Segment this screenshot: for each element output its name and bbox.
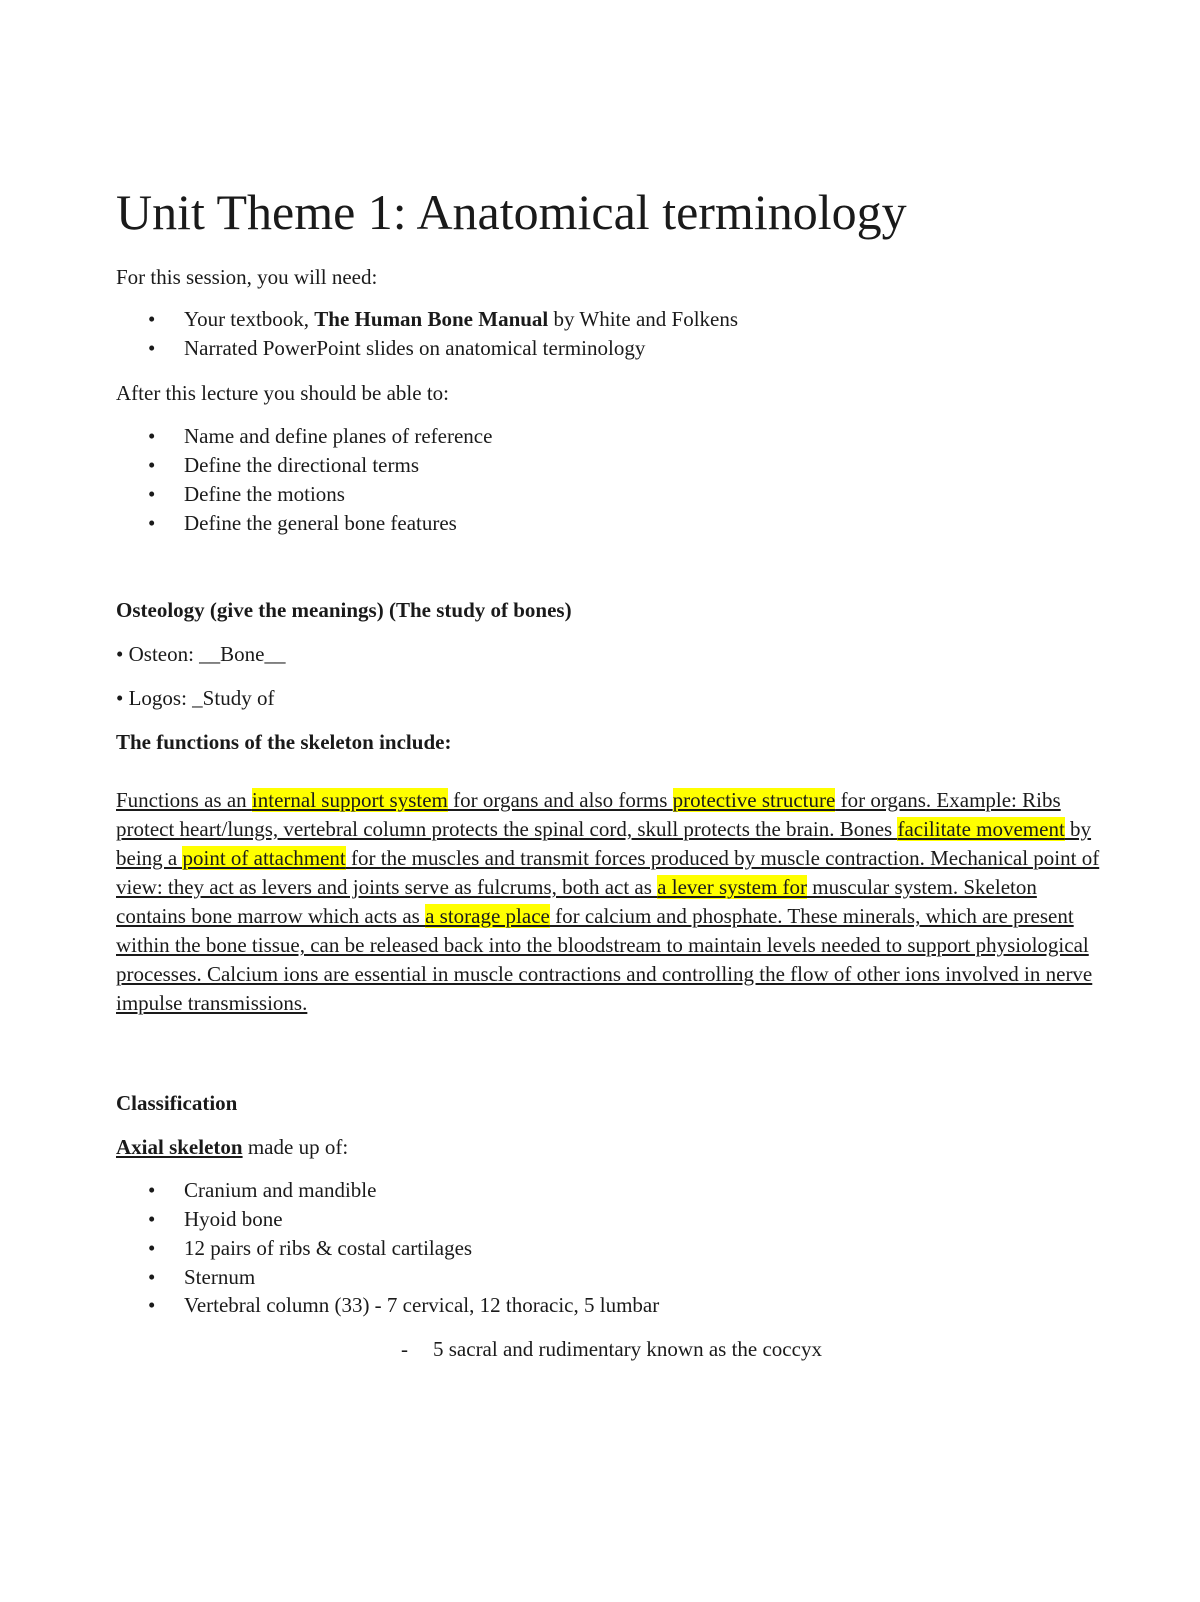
classification-heading: Classification — [116, 1091, 238, 1115]
textbook-suffix: by White and Folkens — [548, 307, 739, 331]
highlighted-phrase: a lever system for — [657, 875, 808, 899]
list-item — [148, 1206, 283, 1232]
axial-item-text: Vertebral column (33) - 7 cervical, 12 thoracic, 5 lumbar — [184, 1293, 660, 1317]
page-title: Unit Theme 1: Anatomical terminology — [116, 184, 907, 240]
sub-list-item — [401, 1336, 822, 1362]
bullet-icon: • — [148, 336, 156, 360]
objective-text: Define the motions — [184, 482, 345, 506]
list-item — [148, 335, 645, 361]
bullet-icon: • — [148, 482, 156, 506]
list-item — [148, 481, 345, 507]
functions-heading: The functions of the skeleton include: — [116, 730, 452, 754]
list-item — [148, 1292, 659, 1318]
axial-item-text: 12 pairs of ribs & costal cartilages — [184, 1236, 473, 1260]
paragraph-text: for the muscles and transmit forces produced by muscle contraction. Mechanical point of view: they act as levers and joints serve as fulcrums, both act as — [116, 846, 1100, 899]
highlighted-phrase: a storage place — [425, 904, 550, 928]
highlighted-phrase: internal support system — [251, 788, 448, 812]
bullet-icon: • — [148, 1236, 156, 1260]
objectives-intro: After this lecture you should be able to: — [116, 381, 449, 405]
list-item — [148, 510, 457, 536]
bullet-icon: • — [148, 511, 156, 535]
highlighted-phrase: protective structure — [672, 788, 836, 812]
list-item — [148, 452, 419, 478]
paragraph-text: Functions as an — [116, 788, 252, 812]
highlighted-phrase: facilitate movement — [897, 817, 1065, 841]
bullet-icon: • — [148, 453, 156, 477]
osteology-heading: Osteology (give the meanings) (The study of bones) — [116, 598, 572, 622]
axial-label: Axial skeleton — [116, 1135, 243, 1159]
objective-text: Name and define planes of reference — [184, 424, 493, 448]
sub-item-text: 5 sacral and rudimentary known as the coccyx — [433, 1337, 822, 1361]
paragraph-text: by being a — [116, 817, 1092, 870]
bullet-icon: • — [148, 424, 156, 448]
textbook-prefix: Your textbook, — [184, 307, 315, 331]
functions-paragraph — [116, 786, 1106, 1018]
axial-item-text: Hyoid bone — [184, 1207, 283, 1231]
textbook-title: The Human Bone Manual — [314, 307, 549, 331]
bullet-icon: • — [148, 1293, 156, 1317]
paragraph-text: for organs and also forms — [447, 788, 673, 812]
paragraph-text: muscular system. Skeleton contains bone marrow which acts as — [116, 875, 1037, 928]
axial-suffix: made up of: — [242, 1135, 349, 1159]
bullet-icon: • — [148, 1178, 156, 1202]
highlighted-phrase: point of attachment — [182, 846, 346, 870]
list-item — [148, 1177, 376, 1203]
logos-line: • Logos: _Study of — [116, 686, 275, 710]
bullet-icon: • — [148, 1207, 156, 1231]
list-item — [148, 306, 738, 332]
bullet-icon: • — [148, 1265, 156, 1289]
list-item — [148, 1264, 255, 1290]
slides-text: Narrated PowerPoint slides on anatomical terminology — [184, 336, 646, 360]
bullet-icon: • — [148, 307, 156, 331]
objective-text: Define the general bone features — [184, 511, 457, 535]
paragraph-text: for organs. Example: Ribs protect heart/lungs, vertebral column protects the spinal cord, skull protects the brain. Bones — [116, 788, 1061, 841]
axial-item-text: Sternum — [184, 1265, 256, 1289]
axial-intro — [116, 1134, 348, 1160]
paragraph-text: for calcium and phosphate. These minerals, which are present within the bone tissue, can be released back into the bloodstream to maintain levels needed to support physiological processes. Calcium ions are essential in muscle contractions and controlling the flow of other ions involved in nerve impulse transmissions. — [116, 904, 1093, 1015]
list-item — [148, 1235, 472, 1261]
session-intro: For this session, you will need: — [116, 265, 378, 289]
list-item — [148, 423, 492, 449]
osteon-line: • Osteon: __Bone__ — [116, 642, 286, 666]
axial-item-text: Cranium and mandible — [184, 1178, 377, 1202]
dash-icon: - — [401, 1337, 408, 1361]
objective-text: Define the directional terms — [184, 453, 419, 477]
